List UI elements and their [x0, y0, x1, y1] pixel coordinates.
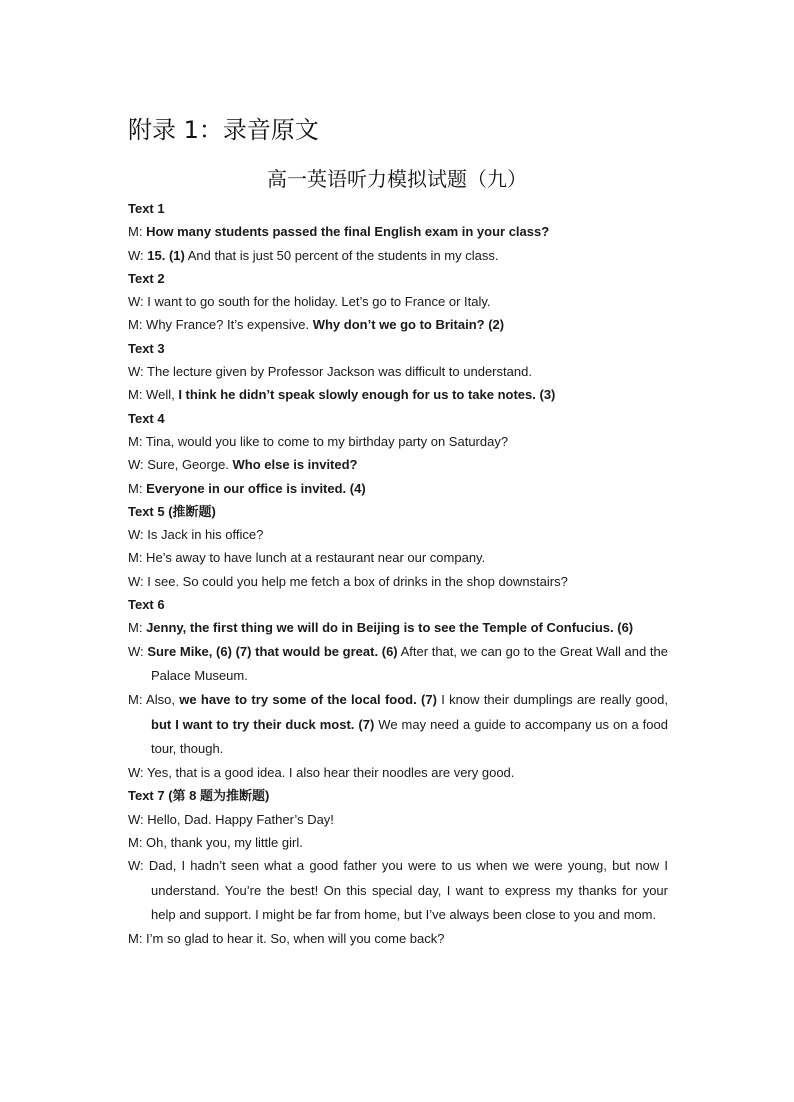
text-segment: W:	[128, 643, 148, 659]
section-heading	[128, 407, 668, 430]
bold-segment: How many students passed the final English exam in your class?	[146, 224, 550, 240]
text-segment: We may need a guide to accompany us on a food tour, though.	[151, 716, 668, 756]
text-segment: M: Well,	[128, 387, 179, 403]
text-segment: W:	[128, 247, 148, 263]
text-segment: M: Oh, thank you, my little girl.	[128, 835, 303, 851]
dialogue-line	[128, 523, 668, 546]
appendix-title: 附录 1：录音原文	[128, 116, 319, 144]
dialogue-line	[128, 570, 668, 593]
bold-segment: Sure Mike, (6) (7) that would be great. (6)	[147, 643, 398, 659]
text-segment: M: Tina, would you like to come to my birthday party on Saturday?	[128, 433, 509, 449]
bold-segment: Text 6	[128, 597, 165, 613]
bold-segment: Text 3	[128, 340, 165, 356]
transcript-body	[128, 197, 668, 951]
dialogue-line	[128, 290, 668, 313]
text-segment: M: Also,	[128, 692, 180, 708]
section-heading	[128, 593, 668, 616]
text-segment: M:	[128, 620, 147, 636]
dialogue-line	[128, 430, 668, 453]
section-heading	[128, 267, 668, 290]
bold-segment: Text 2	[128, 270, 165, 286]
dialogue-line	[128, 477, 668, 500]
bold-segment: Why don’t we go to Britain? (2)	[312, 317, 505, 333]
text-segment: W: I see. So could you help me fetch a box of drinks in the shop downstairs?	[128, 573, 568, 589]
bold-segment: Text 4	[128, 410, 165, 426]
text-segment: W: Hello, Dad. Happy Father’s Day!	[128, 811, 334, 827]
bold-segment: 15. (1)	[147, 247, 185, 263]
text-segment: And that is just 50 percent of the students in my class.	[184, 247, 499, 263]
text-segment: W: Dad, I hadn’t seen what a good father you were to us when we were young, but now I understand. You’re the best! On this special day, I want to express my thanks for your help and support. I might be far from home, but I’ve always been close to you and mom.	[128, 858, 668, 922]
dialogue-line	[128, 640, 668, 689]
dialogue-line	[128, 831, 668, 854]
text-segment: M:	[128, 480, 147, 496]
dialogue-line	[128, 453, 668, 476]
section-heading	[128, 784, 668, 807]
dialogue-line	[128, 761, 668, 784]
bold-segment: I think he didn’t speak slowly enough for us to take notes. (3)	[178, 387, 556, 403]
text-segment: M: Why France? It’s expensive.	[128, 317, 313, 333]
section-heading	[128, 337, 668, 360]
dialogue-line	[128, 808, 668, 831]
dialogue-line	[128, 313, 668, 336]
text-segment: W: Sure, George.	[128, 457, 233, 473]
text-segment: I know their dumplings are really good,	[436, 692, 668, 708]
text-segment: M: He’s away to have lunch at a restaurant near our company.	[128, 550, 486, 566]
bold-segment: Text 1	[128, 201, 165, 216]
text-segment: W: Is Jack in his office?	[128, 527, 264, 543]
dialogue-line	[128, 360, 668, 383]
bold-segment: but I want to try their duck most. (7)	[151, 716, 375, 732]
dialogue-line	[128, 546, 668, 569]
text-segment: M:	[128, 224, 147, 240]
bold-segment: Who else is invited?	[232, 457, 358, 473]
dialogue-line	[128, 244, 668, 267]
text-segment: W: I want to go south for the holiday. Let’s go to France or Italy.	[128, 294, 491, 310]
bold-segment: Text 5 (推断题)	[128, 503, 216, 519]
text-segment: W: The lecture given by Professor Jackson was difficult to understand.	[128, 364, 532, 380]
bold-segment: Jenny, the first thing we will do in Beijing is to see the Temple of Confucius. (6)	[146, 620, 634, 636]
text-segment: M: I’m so glad to hear it. So, when will you come back?	[128, 931, 445, 947]
text-segment: After that, we can go to the Great Wall and the Palace Museum.	[151, 643, 668, 683]
bold-segment: Text 7 (第 8 题为推断题)	[128, 788, 270, 804]
section-heading	[128, 197, 668, 220]
dialogue-line	[128, 220, 668, 243]
page-title: 高一英语听力模拟试题（九）	[267, 167, 527, 191]
section-heading	[128, 500, 668, 523]
bold-segment: we have to try some of the local food. (7)	[179, 692, 437, 708]
dialogue-line	[128, 927, 668, 950]
dialogue-line	[128, 616, 668, 639]
dialogue-line	[128, 383, 668, 406]
dialogue-line	[128, 854, 668, 927]
bold-segment: Everyone in our office is invited. (4)	[146, 480, 366, 496]
text-segment: W: Yes, that is a good idea. I also hear their noodles are very good.	[128, 765, 515, 781]
dialogue-line	[128, 688, 668, 761]
